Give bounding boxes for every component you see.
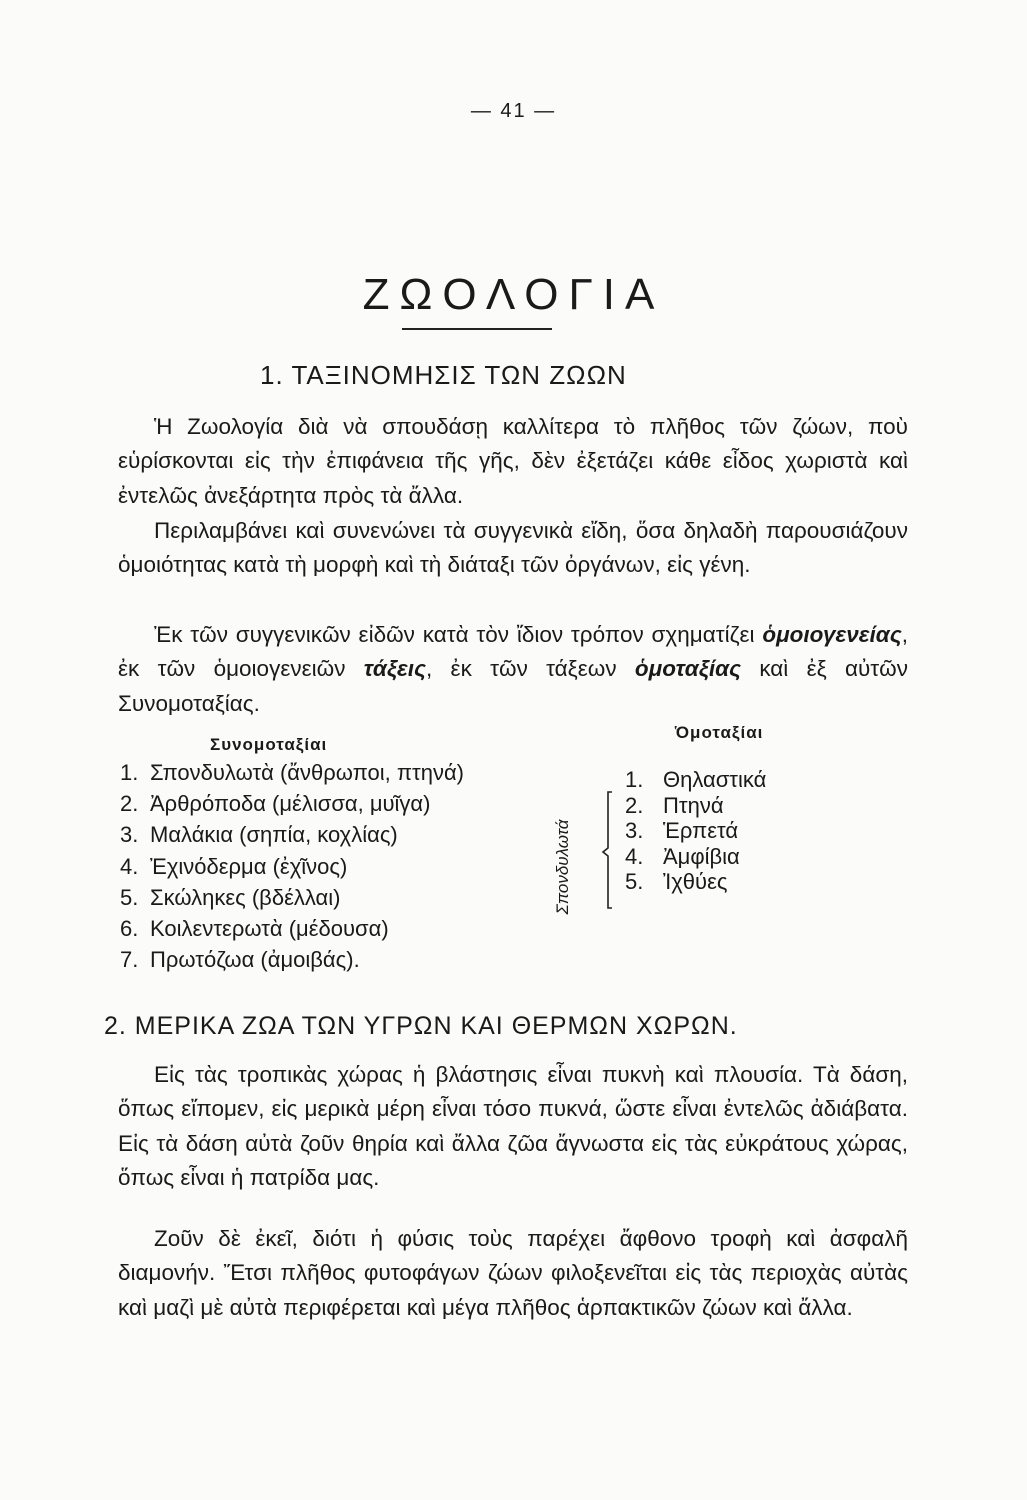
vertical-label: Σπονδυλωτά: [553, 819, 572, 915]
list-item: 3. Μαλάκια (σηπία, κοχλίας): [120, 822, 398, 848]
list-item: 7. Πρωτόζωα (ἀμοιβάς).: [120, 947, 360, 973]
p3-part-c: , ἐκ τῶν ὁμοιογενειῶν: [118, 622, 908, 682]
paragraph-4: [118, 1058, 908, 1195]
list-item: 5. Σκώληκες (βδέλλαι): [120, 884, 341, 910]
phyla-heading: Συνομοταξίαι: [210, 735, 328, 754]
title-underline: [402, 328, 552, 330]
list-item: 2. Πτηνά: [625, 792, 724, 818]
classes-list: [625, 767, 766, 895]
term-taxeis: τάξεις: [363, 656, 426, 682]
page-number: — 41 —: [470, 100, 557, 122]
section2-heading: 2. ΜΕΡΙΚΑ ΖΩΑ ΤΩΝ ΥΓΡΩΝ ΚΑΙ ΘΕΡΜΩΝ ΧΩΡΩΝ.: [104, 1012, 738, 1040]
paragraph-3: [118, 618, 908, 721]
paragraph-2-text: Περιλαμβάνει καὶ συνενώνει τὰ συγγενικὰ εἴδη, ὅσα δηλαδὴ παρουσιάζουν ὁμοιότητας κατὰ τὴ μορφὴ καὶ τὴ διάταξι τῶν ὀργάνων, εἰς γένη.: [118, 518, 908, 578]
list-item: 1. Σπονδυλωτὰ (ἄνθρωποι, πτηνά): [120, 760, 465, 785]
list-item: 1. Θηλαστικά: [625, 767, 767, 792]
term-homotaxia: ὁμοταξίας: [634, 656, 742, 682]
paragraph-4-text: Εἰς τὰς τροπικὰς χώρας ἡ βλάστησις εἶναι πυκνὴ καὶ πλουσία. Τὰ δάση, ὅπως εἴπομεν, εἰς μερικὰ μέρη εἶναι τόσο πυκνά, ὥστε εἶναι ἐντελῶς ἀδιάβατα. Εἰς τὰ δάση αὐτὰ ζοῦν θηρία καὶ ἄλλα ζῶα ἄγνωστα εἰς τὰς εὐκράτους χώρας, ὅπως εἶναι ἡ πατρίδα μας.: [118, 1062, 908, 1190]
classes-heading: Ὁμοταξίαι: [675, 723, 764, 742]
list-item: 4. Ἐχινόδερμα (ἐχῖνος): [120, 853, 348, 879]
p3-part-e: , ἐκ τῶν τάξεων: [426, 656, 635, 682]
term-homoiogeneia: ὁμοιογενείας: [762, 622, 902, 647]
paragraph-1-text: Ἡ Ζωολογία διὰ νὰ σπουδάσῃ καλλίτερα τὸ πλῆθος τῶν ζώων, ποὺ εὑρίσκονται εἰς τὴν ἐπιφάνεια τῆς γῆς, δὲν ἐξετάζει κάθε εἶδος χωριστὰ καὶ ἐντελῶς ἀνεξάρτητα πρὸς τὰ ἄλλα.: [118, 414, 908, 508]
bracket-icon: [598, 790, 618, 910]
section1-heading: 1. ΤΑΞΙΝΟΜΗΣΙΣ ΤΩΝ ΖΩΩΝ: [260, 360, 627, 390]
list-item: 4. Ἀμφίβια: [625, 843, 740, 869]
list-item: 5. Ἰχθύες: [625, 869, 728, 894]
list-item: 6. Κοιλεντερωτὰ (μέδουσα): [120, 916, 389, 942]
vertebrates-side-label: [543, 805, 583, 930]
list-item: 2. Ἀρθρόποδα (μέλισσα, μυῖγα): [120, 791, 431, 817]
list-item: 3. Ἑρπετά: [625, 818, 739, 843]
paragraph-2: [118, 514, 908, 583]
p3-part-g: καὶ ἐξ αὐτῶν Συνομοταξίας.: [118, 656, 909, 716]
paragraph-3-text: [118, 618, 908, 721]
phyla-list: [120, 757, 464, 975]
page-title: ΖΩΟΛΟΓΙΑ: [362, 270, 665, 319]
paragraph-5: [118, 1222, 908, 1325]
paragraph-5-text: Ζοῦν δὲ ἐκεῖ, διότι ἡ φύσις τοὺς παρέχει ἄφθονο τροφὴ καὶ ἀσφαλῆ διαμονήν. Ἔτσι πλῆθος φυτοφάγων ζώων φιλοξενεῖται εἰς τὰς περιοχὰς αὐτὰς καὶ μαζὶ μὲ αὐτὰ περιφέρεται καὶ μέγα πλῆθος ἁρπακτικῶν ζώων καὶ ἄλλα.: [118, 1226, 908, 1320]
p3-part-a: Ἐκ τῶν συγγενικῶν εἰδῶν κατὰ τὸν ἴδιον τρόπον σχηματίζει: [154, 622, 763, 647]
paragraph-1: [118, 410, 908, 513]
